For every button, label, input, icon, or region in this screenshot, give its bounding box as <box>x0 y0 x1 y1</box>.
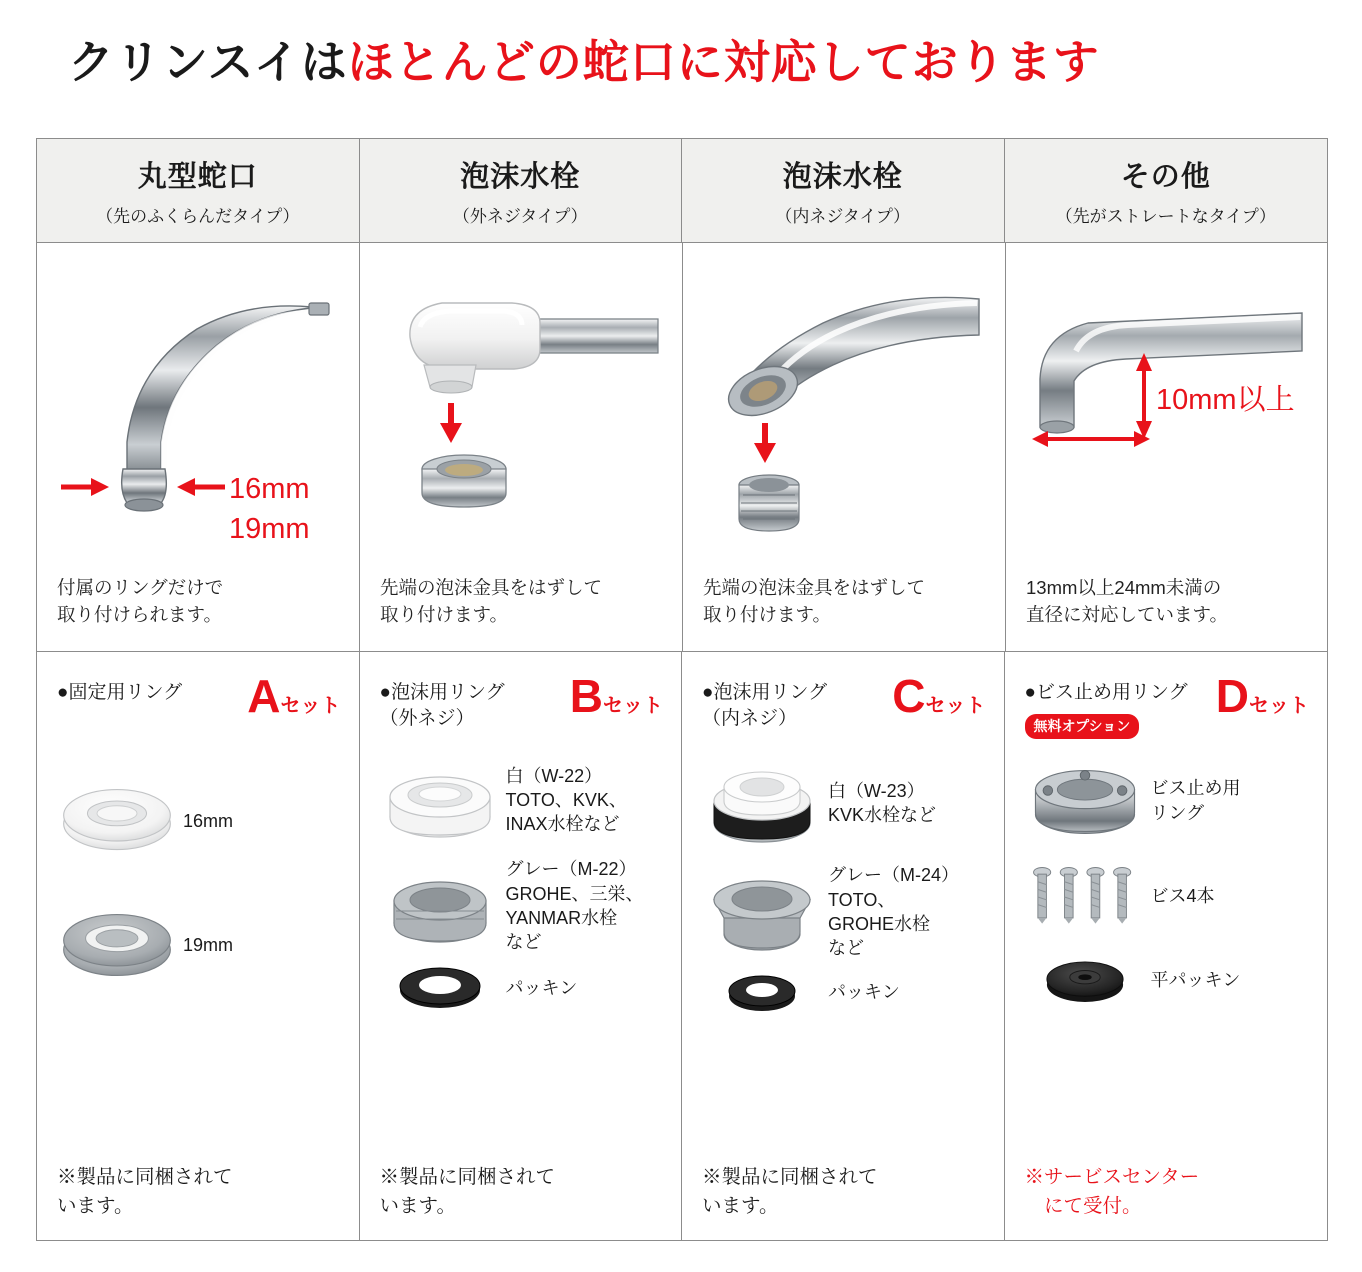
svg-text:10mm以上: 10mm以上 <box>1156 384 1295 416</box>
part-item <box>380 857 664 954</box>
column-subtitle: （先のふくらんだタイプ） <box>96 207 300 226</box>
foam-outer-illustration <box>380 257 662 575</box>
parts-title: ●泡沫用リング （外ネジ） <box>379 682 505 729</box>
part-label: 19mm <box>183 934 234 955</box>
parts-cell-set-a <box>37 652 360 1240</box>
packing-ring-icon <box>702 966 822 1018</box>
illustration-caption: 13mm以上24mm未満の 直径に対応しています。 <box>1026 577 1229 626</box>
illustration-caption: 付属のリングだけで 取り付けられます。 <box>57 577 224 626</box>
set-suffix: セット <box>280 695 341 717</box>
illustration-caption: 先端の泡沫金具をはずして 取り付けます。 <box>380 577 603 626</box>
set-label-d <box>1212 670 1309 722</box>
part-label: グレー（M-22） GROHE、三栄、 YANMAR水栓 など <box>505 859 644 953</box>
foam-inner-illustration <box>703 257 985 575</box>
column-subtitle: （内ネジタイプ） <box>775 207 911 226</box>
column-title: その他 <box>1120 161 1211 193</box>
column-title: 泡沫水栓 <box>782 161 903 193</box>
column-subtitle: （外ネジタイプ） <box>452 207 588 226</box>
parts-cell-set-d <box>1005 652 1328 1240</box>
illustration-caption: 先端の泡沫金具をはずして 取り付けます。 <box>703 577 926 626</box>
svg-text:16mm: 16mm <box>229 473 310 505</box>
column-title: 泡沫水栓 <box>460 161 581 193</box>
part-label: ビス止め用 リング <box>1150 778 1241 823</box>
flat-packing-icon <box>1025 949 1145 1013</box>
header-cell-other <box>1005 139 1328 242</box>
round-faucet-illustration <box>57 257 339 575</box>
straight-faucet-illustration <box>1026 257 1309 575</box>
set-letter: C <box>892 670 926 722</box>
table-illustration-row <box>37 243 1327 652</box>
parts-list <box>702 743 986 1163</box>
part-item <box>1025 861 1310 933</box>
page-title-prefix: クリンスイは <box>68 36 348 88</box>
set-letter: D <box>1215 670 1249 722</box>
parts-list <box>57 730 341 1163</box>
gray-ring-icon <box>57 906 177 984</box>
table-header-row <box>37 139 1327 243</box>
part-label: パッキン <box>828 982 900 1003</box>
part-label: 白（W-23） KVK水栓など <box>828 780 937 826</box>
header-cell-foam-inner <box>682 139 1005 242</box>
part-item <box>702 863 986 960</box>
set-suffix: セット <box>1249 695 1309 717</box>
illustration-cell-round <box>37 243 360 651</box>
parts-title-text: ●ビス止め用リング <box>1024 682 1188 703</box>
set-label-c <box>888 670 986 722</box>
screw-ring-icon <box>1025 759 1145 843</box>
parts-title <box>1025 676 1188 739</box>
set-label-b <box>566 670 663 722</box>
screws-icon <box>1025 861 1145 933</box>
part-item <box>380 962 664 1014</box>
part-label: グレー（M-24） TOTO、 GROHE水栓 など <box>828 865 960 959</box>
table-parts-row <box>37 652 1327 1240</box>
free-option-badge: 無料オプション <box>1025 714 1140 739</box>
header-cell-round <box>37 139 360 242</box>
part-item <box>57 782 341 860</box>
parts-note: ※製品に同梱されて います。 <box>57 1166 233 1217</box>
white-ring-w22-icon <box>380 757 500 843</box>
illustration-cell-foam-outer <box>360 243 683 651</box>
parts-list <box>380 743 664 1163</box>
part-label: パッキン <box>505 978 578 999</box>
set-letter: B <box>569 670 603 722</box>
illustration-cell-foam-inner <box>683 243 1006 651</box>
parts-cell-set-b <box>360 652 683 1240</box>
part-item <box>1025 759 1310 843</box>
part-item <box>57 906 341 984</box>
svg-text:19mm: 19mm <box>229 513 310 545</box>
compatibility-table <box>36 138 1328 1241</box>
page-title <box>0 0 1362 112</box>
parts-note: ※製品に同梱されて います。 <box>379 1166 556 1217</box>
part-item <box>1025 949 1310 1013</box>
column-title: 丸型蛇口 <box>137 161 258 193</box>
parts-cell-set-c <box>682 652 1005 1240</box>
illustration-cell-other <box>1006 243 1329 651</box>
packing-ring-icon <box>380 962 500 1014</box>
part-item <box>702 966 986 1018</box>
parts-title: ●固定用リング <box>57 682 183 703</box>
part-label: ビス4本 <box>1150 886 1215 907</box>
set-label-a <box>243 670 341 722</box>
header-cell-foam-outer <box>360 139 683 242</box>
parts-list <box>1025 751 1310 1164</box>
white-ring-icon <box>57 782 177 860</box>
gray-ring-m22-icon <box>380 863 500 949</box>
part-label: 16mm <box>183 810 234 831</box>
part-item <box>702 757 986 849</box>
parts-note: ※製品に同梱されて います。 <box>702 1166 878 1217</box>
column-subtitle: （先がストレートなタイプ） <box>1055 207 1276 226</box>
gray-ring-m24-icon <box>702 866 822 958</box>
set-letter: A <box>247 670 281 722</box>
part-item <box>380 757 664 843</box>
white-ring-w23-icon <box>702 757 822 849</box>
page-title-highlight: ほとんどの蛇口に対応しております <box>347 36 1100 88</box>
set-suffix: セット <box>925 695 986 717</box>
parts-title: ●泡沫用リング （内ネジ） <box>702 682 828 729</box>
part-label: 平パッキン <box>1150 970 1241 991</box>
part-label: 白（W-22） TOTO、KVK、 INAX水栓など <box>505 765 627 835</box>
set-suffix: セット <box>603 695 663 717</box>
parts-note: ※サービスセンター にて受付。 <box>1024 1166 1200 1217</box>
